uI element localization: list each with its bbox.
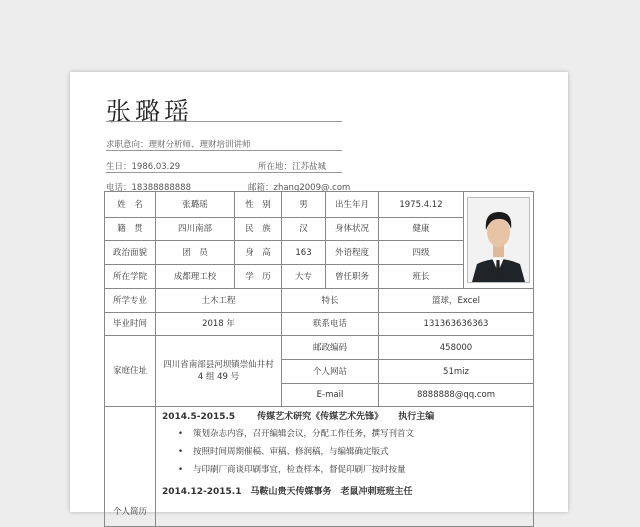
label-address: 家庭住址 — [105, 336, 156, 407]
label-origin: 籍 贯 — [105, 218, 156, 241]
label-language: 外语程度 — [326, 241, 379, 265]
name-underline — [106, 121, 342, 122]
value-email: 8888888@qq.com — [379, 384, 534, 407]
experience-1-duty-3: • 与印刷厂商谈印刷事宜，检查样本，督促印刷厂按时按量 — [178, 464, 527, 476]
job-intent: 求职意向：理财分析师、理财培训讲师 — [106, 140, 251, 150]
label-education: 学 历 — [235, 265, 282, 289]
resume-table — [104, 191, 534, 527]
experience-1-date: 2014.5-2015.5 — [162, 412, 236, 422]
value-skill: 篮球，Excel — [379, 289, 534, 313]
value-phone: 131363636363 — [379, 313, 534, 336]
resume-content — [156, 407, 534, 527]
label-health: 身体状况 — [326, 218, 379, 241]
label-major: 所学专业 — [105, 289, 156, 313]
email: 邮箱：zhang2009@.com — [248, 183, 351, 193]
value-birth: 1975.4.12 — [379, 192, 464, 218]
label-position: 曾任职务 — [326, 265, 379, 289]
experience-1-role: 执行主编 — [398, 412, 435, 422]
label-zip: 邮政编码 — [282, 336, 379, 360]
label-gender: 性 别 — [235, 192, 282, 218]
value-major: 土木工程 — [156, 289, 282, 313]
value-gender: 男 — [282, 192, 326, 218]
label-graduation: 毕业时间 — [105, 313, 156, 336]
intent-underline — [106, 150, 342, 151]
value-ethnicity: 汉 — [282, 218, 326, 241]
profile-photo — [467, 197, 530, 283]
birth-date: 生日：1986.03.29 — [106, 162, 181, 172]
label-politics: 政治面貌 — [105, 241, 156, 265]
label-name: 姓 名 — [105, 192, 156, 218]
value-website: 51miz — [379, 360, 534, 384]
label-birth: 出生年月 — [326, 192, 379, 218]
experience-1-org: 传媒艺术研究《传媒艺术先锋》 — [257, 412, 384, 422]
applicant-name: 张璐瑶 — [106, 97, 194, 126]
value-address: 四川省南部县河坝镇崇仙井村 4 组 49 号 — [156, 336, 282, 407]
value-college: 成都理工校 — [156, 265, 235, 289]
experience-1-header — [162, 411, 527, 423]
value-education: 大专 — [282, 265, 326, 289]
value-health: 健康 — [379, 218, 464, 241]
value-origin: 四川南部 — [156, 218, 235, 241]
experience-1-duty-1: • 策划杂志内容，召开编辑会议，分配工作任务，撰写刊首文 — [178, 428, 527, 440]
birth-underline — [106, 172, 342, 173]
value-graduation: 2018 年 — [156, 313, 282, 336]
photo-cell — [464, 192, 534, 289]
value-language: 四级 — [379, 241, 464, 265]
label-resume: 个人简历 — [105, 407, 156, 527]
value-zip: 458000 — [379, 336, 534, 360]
label-height: 身 高 — [235, 241, 282, 265]
value-height: 163 — [282, 241, 326, 265]
value-politics: 团 员 — [156, 241, 235, 265]
phone: 电话：18388888888 — [106, 183, 191, 193]
value-position: 班长 — [379, 265, 464, 289]
label-phone: 联系电话 — [282, 313, 379, 336]
label-email: E-mail — [282, 384, 379, 407]
label-college: 所在学院 — [105, 265, 156, 289]
label-skill: 特长 — [282, 289, 379, 313]
location: 所在地：江苏盐城 — [258, 162, 327, 172]
label-website: 个人网站 — [282, 360, 379, 384]
experience-1-duty-2: • 按照时间周期催稿、审稿、修润稿，与编辑确定版式 — [178, 446, 527, 458]
resume-page — [70, 72, 568, 517]
label-ethnicity: 民 族 — [235, 218, 282, 241]
value-name: 张璐瑶 — [156, 192, 235, 218]
experience-2-header: 2014.12-2015.1 马鞍山贵天传媒事务 老鼠冲刺班班主任 — [162, 487, 413, 497]
